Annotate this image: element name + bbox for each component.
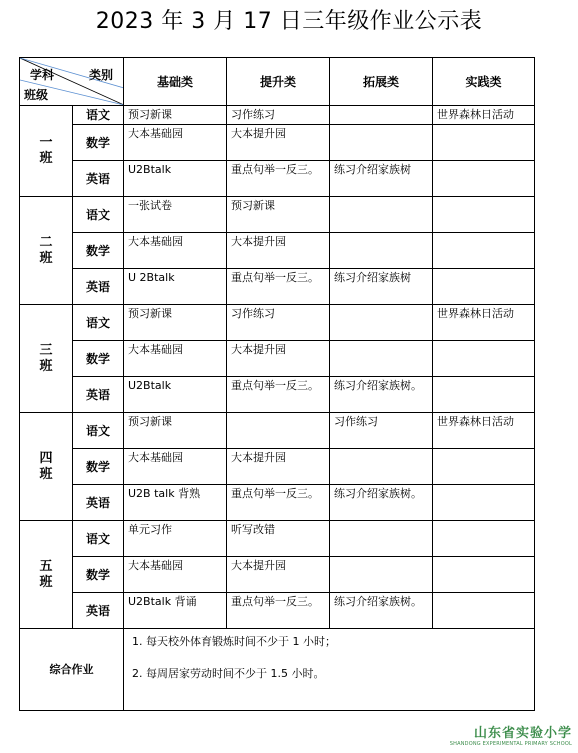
cell-extend bbox=[330, 305, 433, 341]
table-row bbox=[20, 269, 535, 305]
subject-label: 语文 bbox=[73, 197, 124, 233]
cell-practice: 世界森林日活动 bbox=[433, 413, 535, 449]
col-header-practice: 实践类 bbox=[433, 58, 535, 106]
cell-basic: 预习新课 bbox=[124, 305, 227, 341]
cell-basic: 预习新课 bbox=[124, 106, 227, 125]
cell-practice: 世界森林日活动 bbox=[433, 106, 535, 125]
cell-extend: 练习介绍家族树。 bbox=[330, 485, 433, 521]
class-label: 一 班 bbox=[20, 106, 73, 197]
subject-label: 数学 bbox=[73, 341, 124, 377]
table-row bbox=[20, 449, 535, 485]
subject-label: 语文 bbox=[73, 521, 124, 557]
cell-advance bbox=[227, 413, 330, 449]
cell-basic: 一张试卷 bbox=[124, 197, 227, 233]
cell-practice bbox=[433, 233, 535, 269]
class-label: 二 班 bbox=[20, 197, 73, 305]
diagonal-header-cell bbox=[20, 58, 124, 106]
cell-advance: 重点句举一反三。 bbox=[227, 593, 330, 629]
cell-extend bbox=[330, 233, 433, 269]
summary-row bbox=[20, 629, 535, 711]
cell-basic: 预习新课 bbox=[124, 413, 227, 449]
cell-advance: 大本提升园 bbox=[227, 125, 330, 161]
table-row bbox=[20, 161, 535, 197]
table-row bbox=[20, 341, 535, 377]
subject-label: 英语 bbox=[73, 485, 124, 521]
cell-basic: 大本基础园 bbox=[124, 125, 227, 161]
table-row bbox=[20, 377, 535, 413]
cell-advance: 大本提升园 bbox=[227, 557, 330, 593]
cell-practice bbox=[433, 161, 535, 197]
class-label: 四 班 bbox=[20, 413, 73, 521]
summary-notes bbox=[124, 629, 535, 711]
class-label: 五 班 bbox=[20, 521, 73, 629]
summary-item: 2. 每周居家劳动时间不少于 1.5 小时。 bbox=[132, 667, 325, 680]
table-row bbox=[20, 413, 535, 449]
cell-advance: 大本提升园 bbox=[227, 341, 330, 377]
cell-advance: 重点句举一反三。 bbox=[227, 269, 330, 305]
cell-basic: U2B talk 背熟 bbox=[124, 485, 227, 521]
cell-extend bbox=[330, 106, 433, 125]
cell-advance: 习作练习 bbox=[227, 305, 330, 341]
col-header-advance: 提升类 bbox=[227, 58, 330, 106]
cell-extend: 练习介绍家族树。 bbox=[330, 593, 433, 629]
school-logo bbox=[450, 722, 572, 747]
cell-extend bbox=[330, 341, 433, 377]
cell-practice bbox=[433, 341, 535, 377]
cell-practice bbox=[433, 125, 535, 161]
homework-table bbox=[19, 57, 535, 711]
cell-extend bbox=[330, 521, 433, 557]
header-row bbox=[20, 58, 535, 106]
cell-practice bbox=[433, 593, 535, 629]
col-header-extend: 拓展类 bbox=[330, 58, 433, 106]
cell-basic: U2Btalk bbox=[124, 377, 227, 413]
header-subject: 学科 bbox=[30, 68, 55, 82]
cell-basic: 大本基础园 bbox=[124, 233, 227, 269]
subject-label: 语文 bbox=[73, 413, 124, 449]
cell-extend: 习作练习 bbox=[330, 413, 433, 449]
cell-practice bbox=[433, 269, 535, 305]
cell-advance: 重点句举一反三。 bbox=[227, 161, 330, 197]
cell-advance: 重点句举一反三。 bbox=[227, 485, 330, 521]
cell-practice bbox=[433, 557, 535, 593]
table-row bbox=[20, 125, 535, 161]
subject-label: 语文 bbox=[73, 305, 124, 341]
table-row bbox=[20, 557, 535, 593]
table-row bbox=[20, 197, 535, 233]
page-title: 2023 年 3 月 17 日三年级作业公示表 bbox=[95, 9, 483, 34]
cell-practice bbox=[433, 521, 535, 557]
cell-basic: 大本基础园 bbox=[124, 449, 227, 485]
cell-advance: 预习新课 bbox=[227, 197, 330, 233]
table-row bbox=[20, 106, 535, 125]
summary-label: 综合作业 bbox=[20, 629, 124, 711]
subject-label: 语文 bbox=[73, 106, 124, 125]
table-row bbox=[20, 485, 535, 521]
school-logo-en: SHANDONG EXPERIMENTAL PRIMARY SCHOOL bbox=[449, 741, 572, 747]
summary-item: 1. 每天校外体育锻炼时间不少于 1 小时； bbox=[132, 635, 336, 648]
header-class: 班级 bbox=[24, 88, 49, 102]
table-row bbox=[20, 593, 535, 629]
subject-label: 数学 bbox=[73, 449, 124, 485]
subject-label: 英语 bbox=[73, 593, 124, 629]
cell-basic: 大本基础园 bbox=[124, 557, 227, 593]
cell-basic: U 2Btalk bbox=[124, 269, 227, 305]
cell-advance: 大本提升园 bbox=[227, 449, 330, 485]
table-row bbox=[20, 521, 535, 557]
cell-extend bbox=[330, 125, 433, 161]
cell-extend: 练习介绍家族树。 bbox=[330, 377, 433, 413]
class-label: 三 班 bbox=[20, 305, 73, 413]
cell-advance: 重点句举一反三。 bbox=[227, 377, 330, 413]
cell-extend bbox=[330, 449, 433, 485]
cell-advance: 听写改错 bbox=[227, 521, 330, 557]
cell-practice bbox=[433, 485, 535, 521]
cell-basic: 大本基础园 bbox=[124, 341, 227, 377]
cell-extend bbox=[330, 557, 433, 593]
cell-basic: U2Btalk 背诵 bbox=[124, 593, 227, 629]
school-logo-cn: 山东省实验小学 bbox=[473, 726, 572, 741]
table-row bbox=[20, 233, 535, 269]
col-header-basic: 基础类 bbox=[124, 58, 227, 106]
cell-advance: 大本提升园 bbox=[227, 233, 330, 269]
cell-extend: 练习介绍家族树 bbox=[330, 161, 433, 197]
cell-basic: U2Btalk bbox=[124, 161, 227, 197]
cell-practice bbox=[433, 449, 535, 485]
cell-extend: 练习介绍家族树 bbox=[330, 269, 433, 305]
subject-label: 英语 bbox=[73, 377, 124, 413]
cell-extend bbox=[330, 197, 433, 233]
header-category: 类别 bbox=[88, 68, 113, 82]
cell-practice: 世界森林日活动 bbox=[433, 305, 535, 341]
cell-basic: 单元习作 bbox=[124, 521, 227, 557]
cell-advance: 习作练习 bbox=[227, 106, 330, 125]
subject-label: 数学 bbox=[73, 233, 124, 269]
subject-label: 英语 bbox=[73, 161, 124, 197]
cell-practice bbox=[433, 377, 535, 413]
cell-practice bbox=[433, 197, 535, 233]
subject-label: 数学 bbox=[73, 125, 124, 161]
subject-label: 数学 bbox=[73, 557, 124, 593]
table-row bbox=[20, 305, 535, 341]
subject-label: 英语 bbox=[73, 269, 124, 305]
